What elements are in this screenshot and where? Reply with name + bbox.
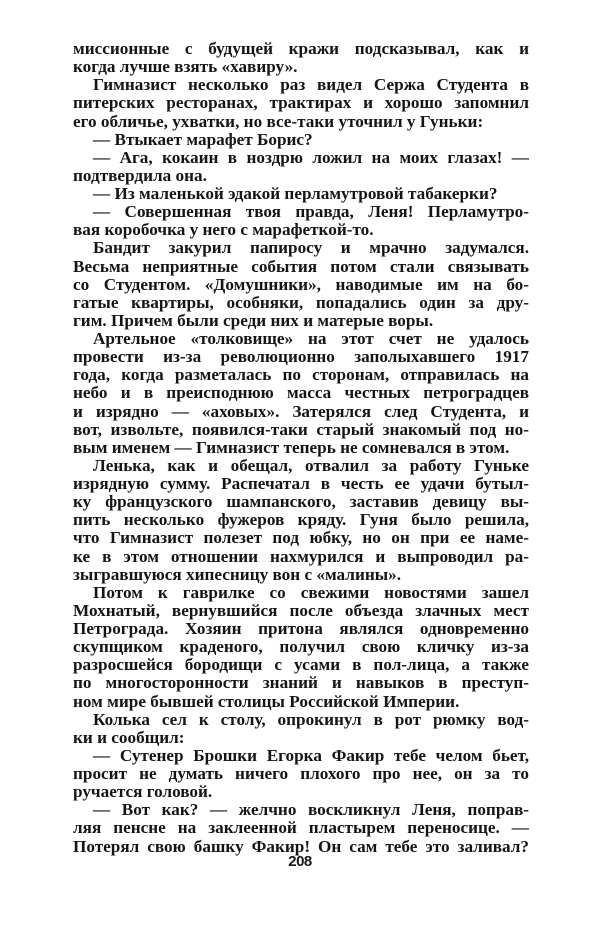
text-line: питерских ресторанах, трактирах и хорошо запомнил — [73, 93, 529, 113]
text-line: ном мире бывшей столицы Российской Империи. — [73, 691, 460, 711]
text-line: и изрядно — «аховых». Затерялся след Студента, и — [73, 401, 529, 421]
text-line: просит не думать ничего плохого про нее, он за то — [73, 764, 529, 783]
text-line: ке в этом отношении нахмурился и выпроводил ра- — [73, 546, 529, 566]
text-line: вот, извольте, появился-таки старый знакомый под но- — [73, 419, 529, 439]
text-line: гим. Причем были среди них и матерые воры. — [73, 310, 434, 330]
text-line: Петрограда. Хозяин притона являлся одновременно — [73, 619, 529, 638]
text-line: вая коробочка у него с марафеткой-то. — [73, 220, 374, 240]
text-line: миссионные с будущей кражи подсказывал, как и — [73, 39, 529, 58]
text-line: зыгравшуюся хипесницу вон с «малины». — [73, 564, 402, 584]
text-line: вым именем — Гимназист теперь не сомневался в этом. — [73, 437, 510, 457]
text-line: его обличье, ухватки, но все-таки уточнил у Гуньки: — [73, 111, 484, 131]
text-line: — Ага, кокаин в ноздрю ложил на моих глазах! — — [93, 147, 529, 167]
text-line: Весьма неприятные события потом стали связывать — [73, 256, 529, 276]
text-line: ручается головой. — [73, 782, 213, 802]
text-line: года, когда разметалась по сторонам, отправилась на — [73, 365, 529, 385]
book-page-text — [73, 40, 529, 856]
text-line: Гимназист несколько раз видел Сержа Студента в — [93, 75, 529, 95]
text-line: Артельное «толковище» на этот счет не удалось — [93, 329, 529, 348]
text-line: ку французского шампанского, заставив девицу вы- — [73, 492, 529, 512]
text-line: когда лучше взять «хавиру». — [73, 57, 298, 77]
text-line: ки и сообщил: — [73, 727, 185, 747]
text-line: пить несколько фужеров кряду. Гуня было решила, — [73, 510, 529, 530]
text-line: — Сутенер Брошки Егорка Факир тебе челом бьет, — [93, 745, 529, 765]
text-line: — Втыкает марафет Борис? — [93, 129, 313, 149]
text-line: Потерял свою башку Факир! Он сам тебе это заливал? — [73, 836, 529, 856]
text-line: Колька сел к столу, опрокинул в рот рюмку вод- — [93, 709, 529, 729]
text-line: по многосторонности знаний и навыков в преступ- — [73, 673, 529, 693]
text-line: Потом к гаврилке со свежими новостями зашел — [93, 582, 529, 602]
text-line: разросшейся бородищи с усами в пол-лица, а также — [73, 655, 529, 675]
text-line: — Из маленькой эдакой перламутровой табакерки? — [93, 184, 498, 203]
text-line: — Вот как? — желчно воскликнул Леня, поправ- — [93, 800, 529, 820]
text-line: гатые квартиры, особняки, попадались один за дру- — [73, 292, 529, 312]
text-line: со Студентом. «Домушники», наводимые им на бо- — [73, 274, 529, 294]
text-line: провести из-за революционно заполыхавшего 1917 — [73, 347, 529, 367]
text-line: Мохнатый, вернувшийся после объезда злачных мест — [73, 600, 529, 620]
text-line: скупщиком краденого, получил свою кличку из-за — [73, 637, 529, 657]
page-number: 208 — [288, 853, 312, 870]
text-line: изрядную сумму. Распечатал в честь ее удачи бутыл- — [73, 474, 529, 493]
text-line: Бандит закурил папиросу и мрачно задумался. — [93, 238, 529, 258]
text-line: Ленька, как и обещал, отвалил за работу Гуньке — [93, 455, 529, 475]
text-line: ляя пенсне на заклеенной пластырем переносице. — — [73, 818, 529, 838]
text-line: что Гимназист полезет под юбку, но он при ее наме- — [73, 528, 529, 548]
text-line: подтвердила она. — [73, 165, 207, 185]
text-line: небо и в преисподнюю масса честных петроградцев — [73, 383, 529, 403]
text-line: — Совершенная твоя правда, Леня! Перламутро- — [93, 202, 529, 222]
